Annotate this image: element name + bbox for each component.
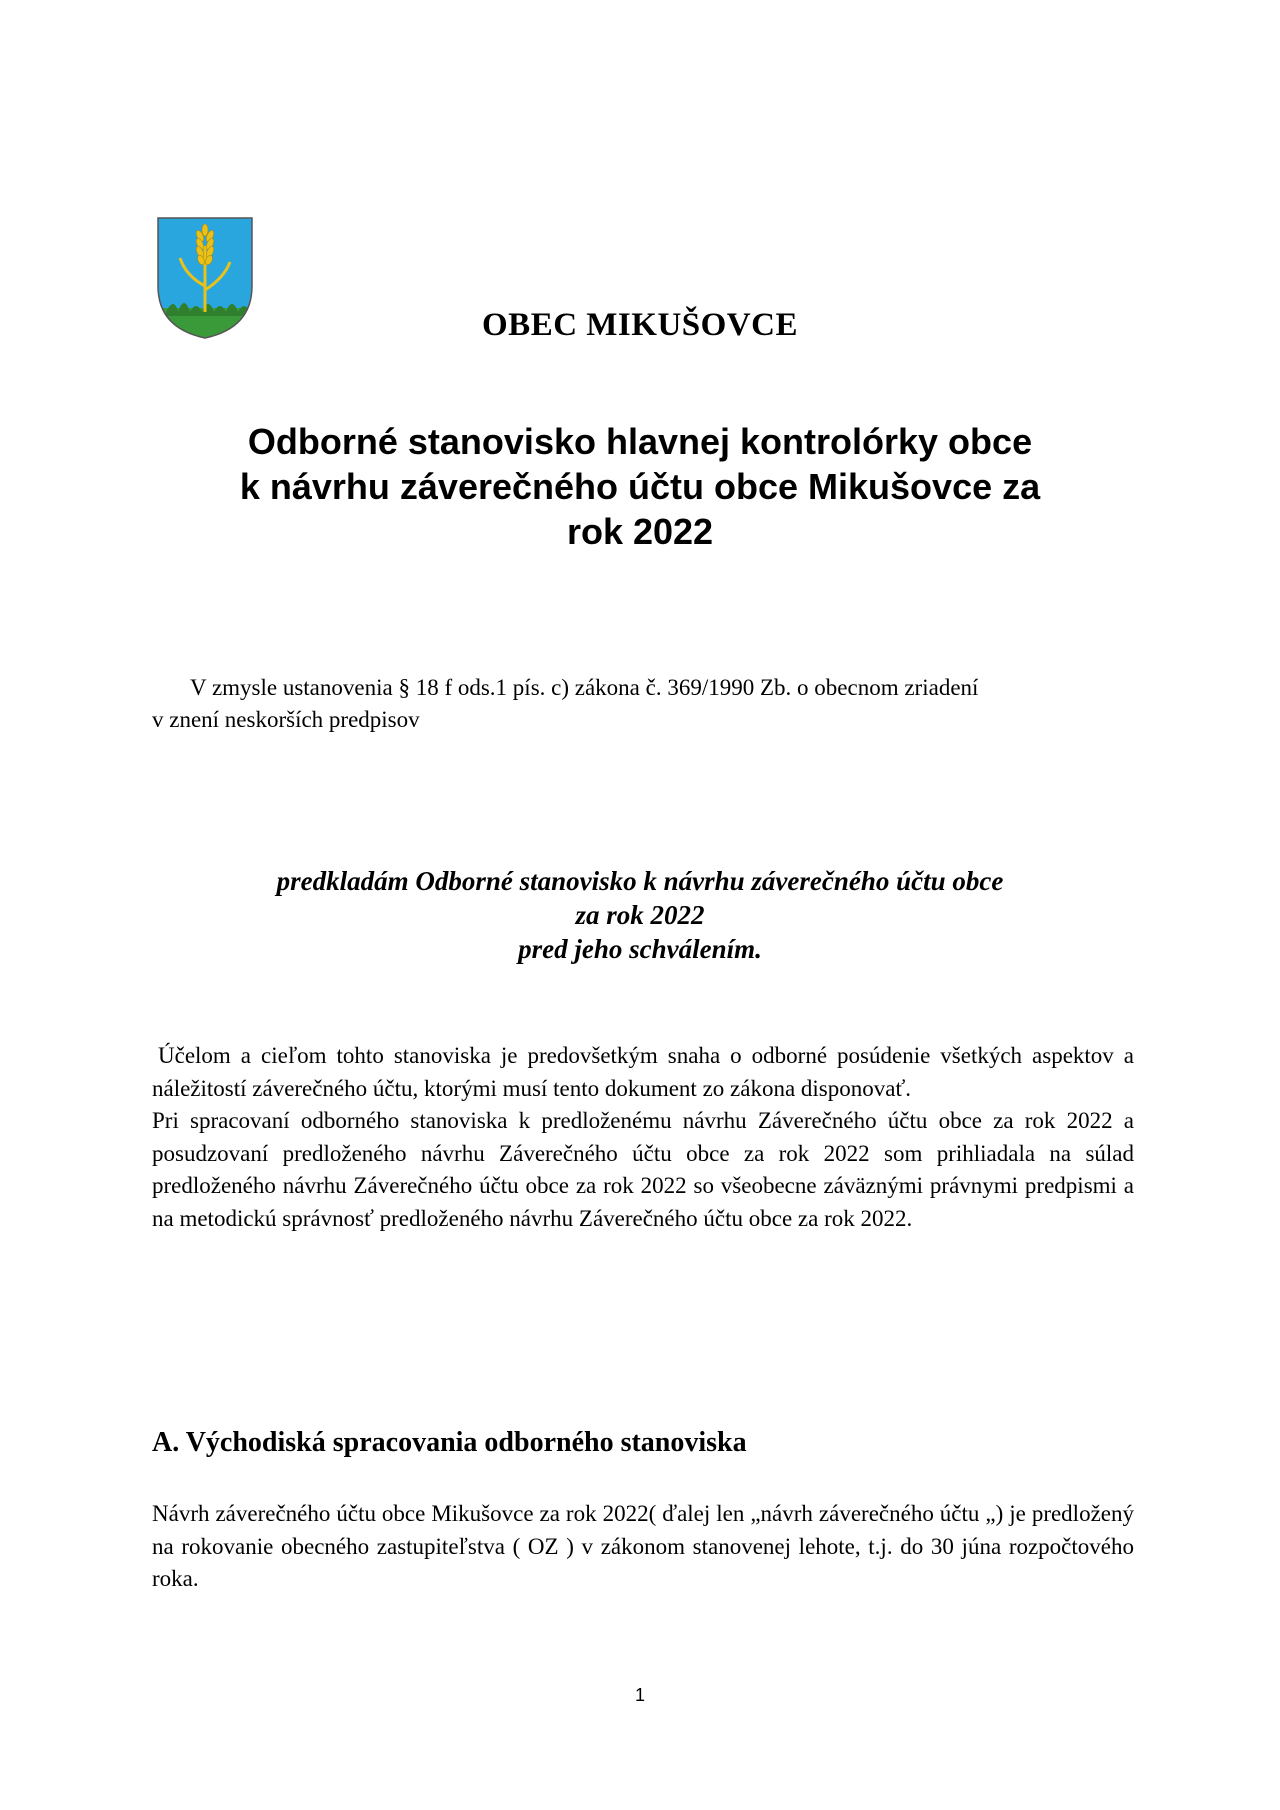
- document-title: [140, 419, 1140, 554]
- legal-basis-line-2: v znení neskorších predpisov: [152, 707, 420, 732]
- legal-basis-text: [152, 672, 1142, 736]
- title-line-3: rok 2022: [566, 511, 714, 552]
- proposal-line-2: za rok 2022: [575, 900, 705, 930]
- purpose-text: [152, 1040, 1134, 1235]
- page-number: 1: [634, 1685, 645, 1705]
- organization-name: OBEC MIKUŠOVCE: [482, 307, 798, 343]
- purpose-paragraph: Účelom a cieľom tohto stanoviska je predovšetkým snaha o odborné posúdenie všetkých aspektov a náležitostí záverečného účtu, ktorými musí tento dokument zo zákona disponovať.: [152, 1043, 1134, 1101]
- proposal-line-3: pred jeho schválením.: [518, 934, 762, 964]
- proposal-statement: [0, 864, 1280, 966]
- assessment-paragraph: Pri spracovaní odborného stanoviska k predloženému návrhu Záverečného účtu obce za rok 2022 a posudzovaní predloženého návrhu Záverečného účtu obce za rok 2022 som prihliadala na súlad predloženého návrhu Záverečného účtu obce za rok 2022 so všeobecne záväznými právnymi predpismi a na metodickú správnosť predloženého návrhu Záverečného účtu obce za rok 2022.: [152, 1108, 1134, 1231]
- section-a-heading: A. Východiská spracovania odborného stanoviska: [152, 1427, 747, 1458]
- section-a-paragraph: Návrh záverečného účtu obce Mikušovce za rok 2022( ďalej len „návrh záverečného účtu „) je predložený na rokovanie obecného zastupiteľstva ( OZ ) v zákonom stanovenej lehote, t.j. do 30 júna rozpočtového roka.: [152, 1501, 1134, 1591]
- title-line-1: Odborné stanovisko hlavnej kontrolórky obce: [247, 421, 1033, 462]
- proposal-line-1: predkladám Odborné stanovisko k návrhu záverečného účtu obce: [276, 866, 1004, 896]
- title-line-2: k návrhu záverečného účtu obce Mikušovce za: [239, 466, 1041, 507]
- legal-basis-line-1: V zmysle ustanovenia § 18 f ods.1 pís. c) zákona č. 369/1990 Zb. o obecnom zriadení: [190, 675, 979, 700]
